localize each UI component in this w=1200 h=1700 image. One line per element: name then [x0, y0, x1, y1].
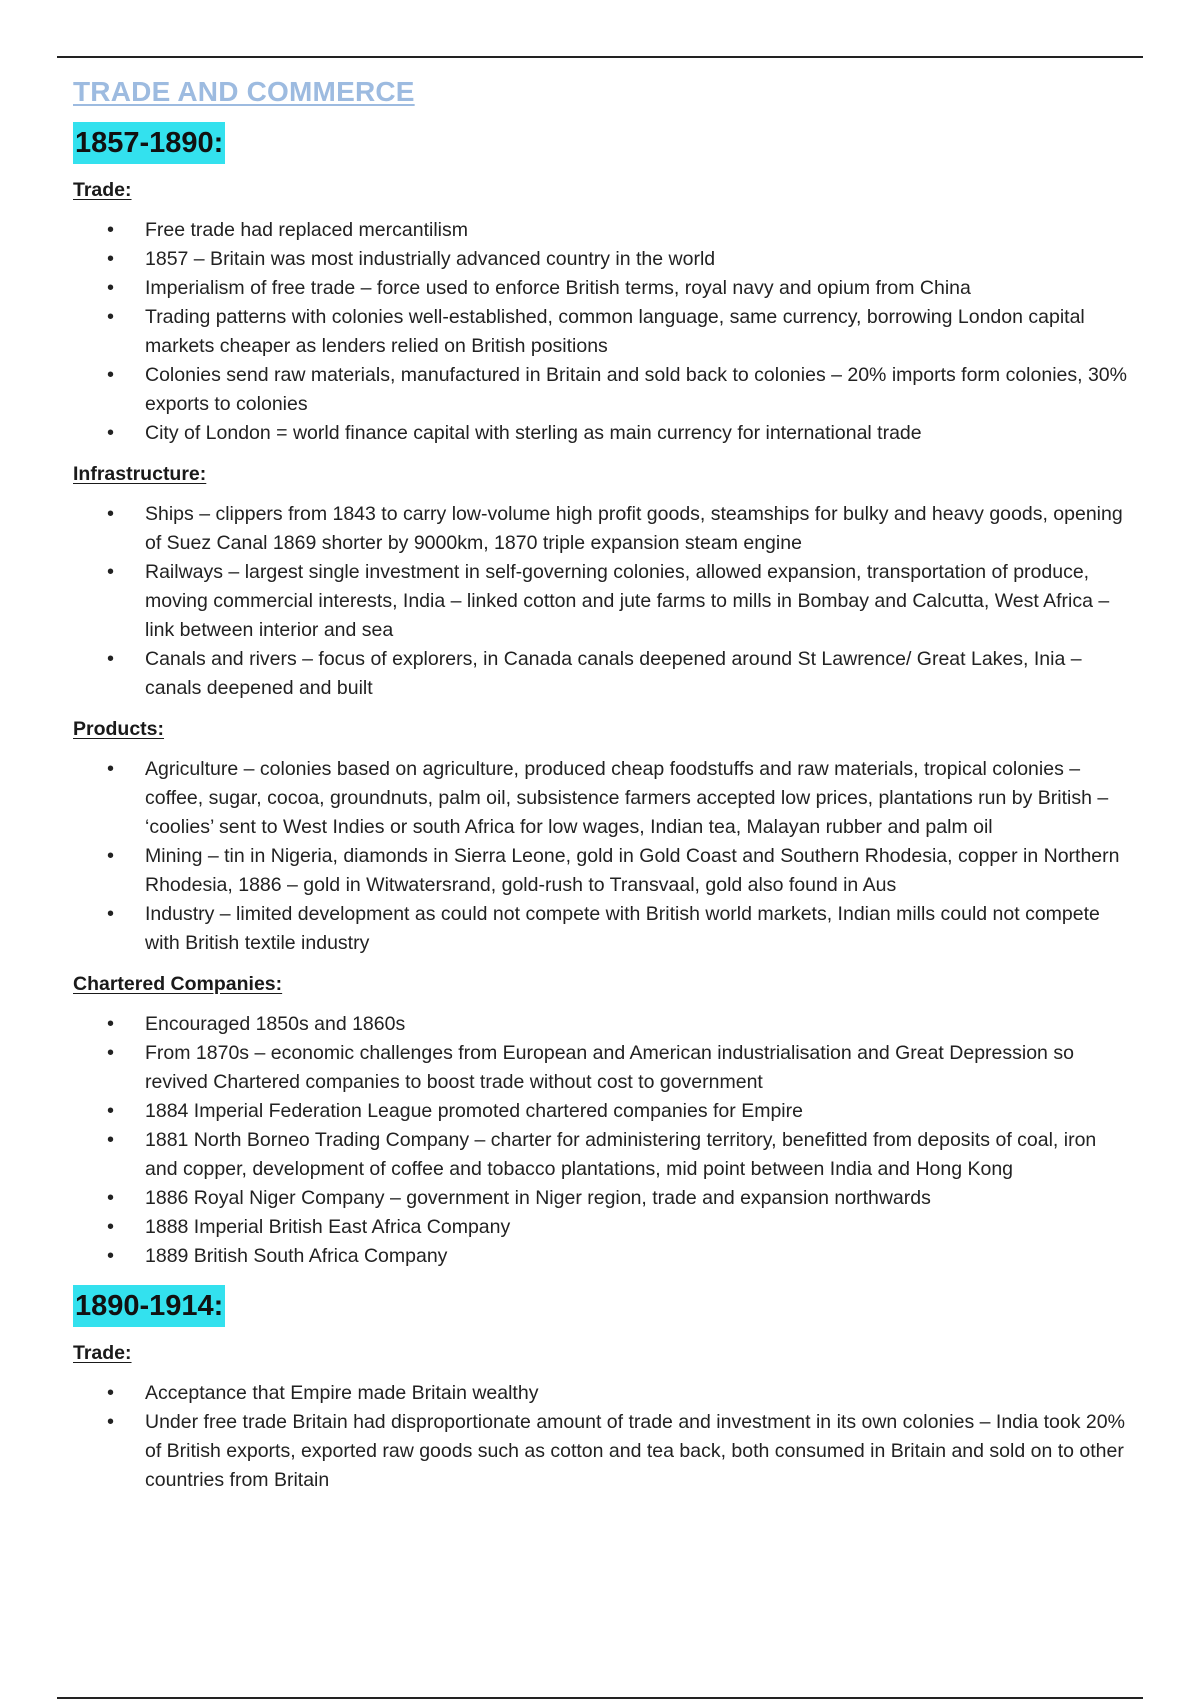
bullet-icon: •: [107, 364, 115, 386]
top-rule: [57, 56, 1143, 58]
section-heading-chartered-companies: Chartered Companies:: [73, 973, 283, 995]
section-chartered-companies: [73, 972, 1128, 1271]
bottom-rule: [57, 1697, 1143, 1699]
list-item: • Agriculture – colonies based on agriculture, produced cheap foodstuffs and raw materials, tropical colonies – coffee, sugar, cocoa, groundnuts, palm oil, subsistence farmers accepted low prices, plantations run by British – ‘coolies’ sent to West Indies or south Africa for low wages, Indian tea, Malayan rubber and palm oil: [73, 755, 1128, 842]
list-item: • Industry – limited development as could not compete with British world markets, Indian mills could not compete with British textile industry: [73, 900, 1128, 958]
list-item: • Colonies send raw materials, manufactured in Britain and sold back to colonies – 20% imports form colonies, 30% exports to colonies: [73, 361, 1128, 419]
bullet-icon: •: [107, 1382, 115, 1404]
section-heading-trade: Trade:: [73, 1342, 132, 1364]
bullet-icon: •: [107, 1216, 115, 1238]
section-trade-1890: [73, 1341, 1128, 1495]
list-item: • Ships – clippers from 1843 to carry low-volume high profit goods, steamships for bulky and heavy goods, opening of Suez Canal 1869 shorter by 9000km, 1870 triple expansion steam engine: [73, 500, 1128, 558]
list-item: • Acceptance that Empire made Britain wealthy: [73, 1379, 1128, 1408]
bullet-icon: •: [107, 561, 115, 583]
bullet-list-products: [73, 755, 1128, 958]
list-item: • 1889 British South Africa Company: [73, 1242, 1128, 1271]
list-item: • 1886 Royal Niger Company – government in Niger region, trade and expansion northwards: [73, 1184, 1128, 1213]
bullet-icon: •: [107, 1100, 115, 1122]
bullet-icon: •: [107, 758, 115, 780]
list-item: • 1884 Imperial Federation League promoted chartered companies for Empire: [73, 1097, 1128, 1126]
section-heading-products: Products:: [73, 718, 165, 740]
list-item: • City of London = world finance capital with sterling as main currency for international trade: [73, 419, 1128, 448]
list-item: • Mining – tin in Nigeria, diamonds in Sierra Leone, gold in Gold Coast and Southern Rhodesia, copper in Northern Rhodesia, 1886 – gold in Witwatersrand, gold-rush to Transvaal, gold also found in Aus: [73, 842, 1128, 900]
list-item: • Trading patterns with colonies well-established, common language, same currency, borrowing London capital markets cheaper as lenders relied on British positions: [73, 303, 1128, 361]
period-heading-1890-1914: 1890-1914:: [73, 1285, 225, 1327]
bullet-list-chartered-companies: [73, 1010, 1128, 1271]
section-products: [73, 717, 1128, 958]
section-heading-trade: Trade:: [73, 179, 132, 201]
list-item: • Under free trade Britain had disproportionate amount of trade and investment in its own colonies – India took 20% of British exports, exported raw goods such as cotton and tea back, both consumed in Britain and sold on to other countries from Britain: [73, 1408, 1128, 1495]
list-item: • Encouraged 1850s and 1860s: [73, 1010, 1128, 1039]
section-trade-1857: [73, 178, 1128, 448]
bullet-icon: •: [107, 648, 115, 670]
list-item: • 1888 Imperial British East Africa Company: [73, 1213, 1128, 1242]
list-item: • Imperialism of free trade – force used to enforce British terms, royal navy and opium from China: [73, 274, 1128, 303]
bullet-icon: •: [107, 248, 115, 270]
list-item: • Free trade had replaced mercantilism: [73, 216, 1128, 245]
bullet-icon: •: [107, 1129, 115, 1151]
section-heading-infrastructure: Infrastructure:: [73, 463, 207, 485]
list-item: • Railways – largest single investment in self-governing colonies, allowed expansion, transportation of produce, moving commercial interests, India – linked cotton and jute farms to mills in Bombay and Calcutta, West Africa – link between interior and sea: [73, 558, 1128, 645]
bullet-icon: •: [107, 903, 115, 925]
bullet-icon: •: [107, 1411, 115, 1433]
list-item: • From 1870s – economic challenges from European and American industrialisation and Great Depression so revived Chartered companies to boost trade without cost to government: [73, 1039, 1128, 1097]
period-heading-1857-1890: 1857-1890:: [73, 122, 225, 164]
bullet-icon: •: [107, 1187, 115, 1209]
bullet-icon: •: [107, 422, 115, 444]
bullet-icon: •: [107, 1013, 115, 1035]
list-item: • 1881 North Borneo Trading Company – charter for administering territory, benefitted from deposits of coal, iron and copper, development of coffee and tobacco plantations, mid point between India and Hong Kong: [73, 1126, 1128, 1184]
bullet-list-trade-1857: [73, 216, 1128, 448]
bullet-list-trade-1890: [73, 1379, 1128, 1495]
bullet-icon: •: [107, 306, 115, 328]
bullet-icon: •: [107, 845, 115, 867]
bullet-icon: •: [107, 277, 115, 299]
list-item: • Canals and rivers – focus of explorers, in Canada canals deepened around St Lawrence/ Great Lakes, Inia – canals deepened and built: [73, 645, 1128, 703]
bullet-list-infrastructure: [73, 500, 1128, 703]
list-item: • 1857 – Britain was most industrially advanced country in the world: [73, 245, 1128, 274]
section-infrastructure: [73, 462, 1128, 703]
document-title: TRADE AND COMMERCE: [73, 76, 415, 107]
bullet-icon: •: [107, 503, 115, 525]
document-page: [73, 72, 1128, 1509]
bullet-icon: •: [107, 1245, 115, 1267]
bullet-icon: •: [107, 1042, 115, 1064]
bullet-icon: •: [107, 219, 115, 241]
